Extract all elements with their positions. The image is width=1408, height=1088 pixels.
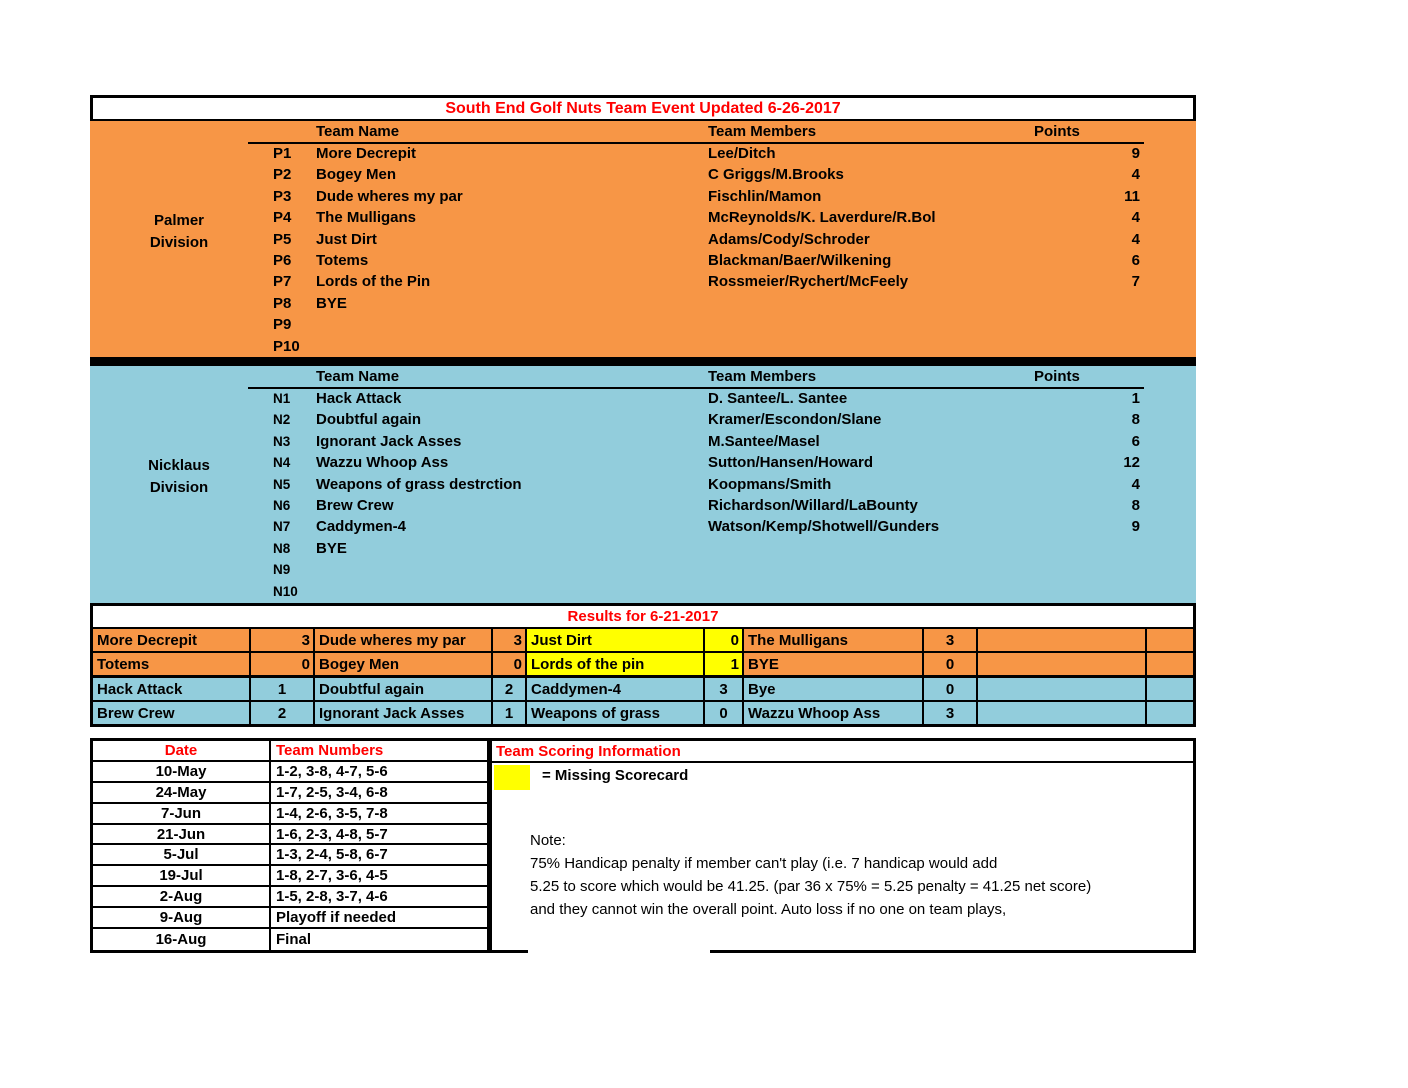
scoring-info-box [490,738,1196,953]
note-label: Note: [530,832,566,849]
team-id-cell: N3 [273,433,291,449]
team-points-cell: 7 [1131,273,1140,291]
results-row [93,678,1193,702]
team-name-cell: Just Dirt [316,230,377,248]
team-id-cell: N9 [273,562,291,578]
date-cell: 2-Aug [93,887,271,906]
result-score-cell: 2 [251,702,315,724]
schedule-row [93,845,487,866]
date-cell: 9-Aug [93,908,271,927]
division-label-line1: Nicklaus [148,457,210,474]
team-members-cell: C Griggs/M.Brooks [708,166,844,184]
team-members-cell: Watson/Kemp/Shotwell/Gunders [708,518,940,536]
team-id-cell: P2 [273,166,292,184]
numbers-cell: 1-7, 2-5, 3-4, 6-8 [276,783,388,801]
team-members-cell: Fischlin/Mamon [708,187,822,205]
team-members-cell: Sutton/Hansen/Howard [708,454,874,472]
results-row [93,702,1193,724]
numbers-cell: 1-4, 2-6, 3-5, 7-8 [276,804,388,822]
result-team-cell: Weapons of grass [527,702,705,724]
table-row [90,207,1196,228]
team-id-cell: P8 [273,294,292,312]
result-team-cell: The Mulligans [744,629,924,651]
team-name-cell: Brew Crew [316,496,394,514]
schedule-row [93,762,487,783]
schedule-row [93,804,487,825]
team-id-cell: P10 [273,337,300,355]
points-header: Points [1034,123,1080,140]
scoring-note [530,829,1091,921]
division-header-row [90,366,1196,388]
team-id-cell: N10 [273,583,298,599]
points-header: Points [1034,368,1080,385]
team-id-cell: P9 [273,316,292,334]
team-id-cell: P6 [273,251,292,269]
team-points-cell: 6 [1131,432,1140,450]
result-score-cell: 3 [924,629,978,651]
division-label-line2: Division [149,234,209,251]
result-score-cell: 0 [705,702,744,724]
date-header: Date [93,741,271,760]
team-name-cell: BYE [316,539,347,557]
team-members-cell: Adams/Cody/Schroder [708,230,870,248]
team-points-cell: 6 [1131,251,1140,269]
result-score-cell: 2 [493,678,527,700]
date-cell: 5-Jul [93,845,271,864]
numbers-cell: 1-3, 2-4, 5-8, 6-7 [276,846,388,864]
team-numbers-header: Team Numbers [276,741,384,759]
team-name-cell: Totems [316,251,369,269]
division-rows [90,143,1196,357]
result-team-cell: Hack Attack [93,678,251,700]
schedule-row [93,783,487,804]
team-points-cell: 4 [1131,230,1140,248]
result-team-cell: Totems [93,653,251,675]
result-score-cell: 0 [924,678,978,700]
numbers-cell: 1-2, 3-8, 4-7, 5-6 [276,762,388,780]
table-row [90,314,1196,335]
team-points-cell: 9 [1131,145,1140,162]
result-team-cell: Doubtful again [315,678,493,700]
result-score-cell: 0 [924,653,978,675]
team-points-cell: 9 [1131,518,1140,536]
result-team-cell: BYE [744,653,924,675]
result-score-cell: 3 [251,629,315,651]
team-members-cell: Richardson/Willard/LaBounty [708,496,918,514]
division-header-row [90,121,1196,143]
date-cell: 7-Jun [93,804,271,823]
team-id-cell: N8 [273,540,291,556]
team-name-header: Team Name [316,123,400,140]
result-team-cell: Bye [744,678,924,700]
table-row [90,250,1196,271]
team-name-cell: Hack Attack [316,390,402,407]
team-name-cell: Doubtful again [316,411,421,429]
result-score-cell: 1 [251,678,315,700]
result-score-cell-highlighted: 1 [705,653,744,675]
team-name-header: Team Name [316,368,400,385]
team-members-cell: Koopmans/Smith [708,475,832,493]
table-row [90,229,1196,250]
division-separator-bar [90,357,1196,366]
schedule-row [93,825,487,846]
team-members-cell: M.Santee/Masel [708,432,820,450]
team-id-cell: P7 [273,273,292,291]
result-score-cell: 3 [705,678,744,700]
team-id-cell: N6 [273,497,291,513]
results-row [93,653,1193,678]
date-cell: 24-May [93,783,271,802]
team-id-cell: N7 [273,519,291,535]
team-name-cell: Lords of the Pin [316,273,431,291]
date-cell: 10-May [93,762,271,781]
team-members-cell: Rossmeier/Rychert/McFeely [708,273,909,291]
team-id-cell: N5 [273,476,291,492]
empty-cell [1147,629,1193,651]
note-line: and they cannot win the overall point. Auto loss if no one on team plays, [530,901,1007,918]
table-row [90,559,1196,580]
date-cell: 16-Aug [93,929,271,950]
table-row [90,336,1196,357]
missing-scorecard-swatch [494,765,530,790]
team-name-cell: The Mulligans [316,209,417,227]
empty-cell [978,653,1147,675]
team-members-cell: D. Santee/L. Santee [708,390,848,407]
table-row [90,431,1196,452]
result-score-cell: 3 [493,629,527,651]
table-row [90,452,1196,473]
empty-cell [1147,653,1193,675]
table-row [90,409,1196,430]
team-name-cell: Caddymen-4 [316,518,407,536]
team-points-cell: 8 [1131,496,1140,514]
team-id-cell: N2 [273,412,291,428]
team-id-cell: P5 [273,230,292,248]
empty-cell [1147,678,1193,700]
result-score-cell: 3 [924,702,978,724]
team-members-cell: Blackman/Baer/Wilkening [708,251,892,269]
team-id-cell: P3 [273,187,292,205]
table-row [90,143,1196,164]
team-id-cell: N4 [273,455,291,471]
team-points-cell: 4 [1131,475,1140,493]
table-row [90,186,1196,207]
result-score-cell: 1 [493,702,527,724]
schedule-row [93,908,487,929]
table-row [90,495,1196,516]
table-row [90,516,1196,537]
team-members-cell: Kramer/Escondon/Slane [708,411,882,429]
result-score-cell: 0 [493,653,527,675]
scoring-info-title: Team Scoring Information [492,741,1193,763]
team-points-cell: 4 [1131,166,1140,184]
results-table [90,603,1196,727]
team-name-cell: Weapons of grass destrction [316,475,522,493]
missing-scorecard-legend: = Missing Scorecard [542,767,689,784]
team-name-cell: Bogey Men [316,166,397,184]
team-points-cell: 8 [1131,411,1140,429]
scoring-box-bottom-border-left [490,950,528,953]
schedule-row [93,929,487,950]
schedule-row [93,887,487,908]
result-score-cell: 0 [251,653,315,675]
numbers-cell: 1-5, 2-8, 3-7, 4-6 [276,888,388,906]
empty-cell [1147,702,1193,724]
date-cell: 19-Jul [93,866,271,885]
results-title: Results for 6-21-2017 [93,606,1193,629]
team-members-header: Team Members [708,123,817,140]
team-points-cell: 11 [1124,187,1140,205]
result-team-cell-highlighted: Lords of the pin [527,653,705,675]
result-team-cell: More Decrepit [93,629,251,651]
result-team-cell: Caddymen-4 [527,678,705,700]
division-rows [90,388,1196,602]
team-name-cell: Wazzu Whoop Ass [316,454,449,472]
team-name-cell: Dude wheres my par [316,187,463,205]
numbers-cell: Playoff if needed [276,909,397,927]
table-row [90,164,1196,185]
numbers-cell: Final [276,931,312,949]
schedule-header-row [93,741,487,762]
result-score-cell-highlighted: 0 [705,629,744,651]
date-cell: 21-Jun [93,825,271,844]
page-title: South End Golf Nuts Team Event Updated 6-26-2017 [90,95,1196,122]
division-label-line1: Palmer [153,212,205,229]
note-line: 5.25 to score which would be 41.25. (par 36 x 75% = 5.25 penalty = 41.25 net score) [530,878,1092,895]
result-team-cell: Brew Crew [93,702,251,724]
palmer-division-section [90,121,1196,357]
team-id-cell: P1 [273,145,292,162]
table-row [90,538,1196,559]
table-row [90,474,1196,495]
team-name-cell: BYE [316,294,347,312]
team-name-cell: More Decrepit [316,145,417,162]
nicklaus-division-section [90,366,1196,603]
team-members-header: Team Members [708,368,817,385]
numbers-cell: 1-8, 2-7, 3-6, 4-5 [276,867,388,885]
result-team-cell-highlighted: Just Dirt [527,629,705,651]
empty-cell [978,702,1147,724]
empty-cell [978,678,1147,700]
result-team-cell: Ignorant Jack Asses [315,702,493,724]
results-row [93,629,1193,653]
team-points-cell: 1 [1131,390,1140,407]
team-name-cell: Ignorant Jack Asses [316,432,462,450]
team-id-cell: N1 [273,391,291,406]
team-points-cell: 4 [1131,209,1140,227]
table-row [90,293,1196,314]
schedule-table [90,738,490,953]
division-label-line2: Division [149,479,209,496]
table-row [90,581,1196,602]
team-points-cell: 12 [1123,454,1140,472]
table-row [90,388,1196,409]
empty-cell [978,629,1147,651]
numbers-cell: 1-6, 2-3, 4-8, 5-7 [276,825,388,843]
result-team-cell: Bogey Men [315,653,493,675]
result-team-cell: Dude wheres my par [315,629,493,651]
schedule-row [93,866,487,887]
team-members-cell: Lee/Ditch [708,145,776,162]
team-members-cell: McReynolds/K. Laverdure/R.Bol [708,209,936,227]
table-row [90,271,1196,292]
result-team-cell: Wazzu Whoop Ass [744,702,924,724]
scoring-box-bottom-border-right [710,950,1196,953]
note-line: 75% Handicap penalty if member can't play (i.e. 7 handicap would add [530,855,998,872]
team-id-cell: P4 [273,209,292,227]
